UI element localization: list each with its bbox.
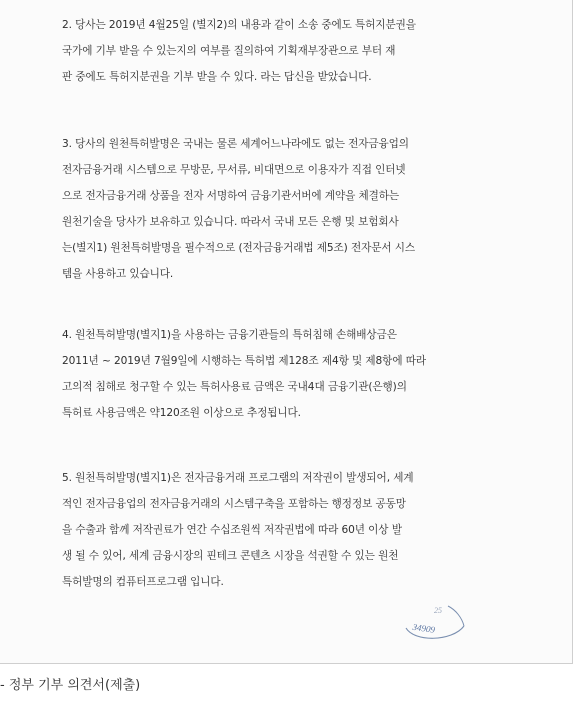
image-caption: - 정부 기부 의견서(제출) (0, 678, 141, 693)
paragraph-line: 특허료 사용금액은 약120조원 이상으로 추정됩니다. (62, 407, 301, 419)
paragraph-line: 는(별지1) 원천특허발명을 필수적으로 (전자금융거래법 제5조) 전자문서 시스 (62, 242, 416, 254)
stamp-top-mark: 25 (434, 606, 442, 615)
paragraph-line: 판 중에도 특허지분권을 기부 받을 수 있다. 라는 답신을 받았습니다. (62, 71, 372, 83)
paragraph-line: 적인 전자금융업의 전자금융거래의 시스템구축을 포함하는 행정정보 공동망 (62, 498, 406, 510)
paragraph-line: 2011년 ~ 2019년 7월9일에 시행하는 특허법 제128조 제4항 및 제8항에 따라 (62, 355, 426, 367)
paragraph-line: 전자금융거래 시스템으로 무방문, 무서류, 비대면으로 이용자가 직접 인터넷 (62, 164, 406, 176)
document-body (62, 0, 520, 664)
paragraph-line: 으로 전자금융거래 상품을 전자 서명하여 금융기관서버에 계약을 체결하는 (62, 190, 400, 202)
paragraph-line: 원천기술을 당사가 보유하고 있습니다. 따라서 국내 모든 은행 및 보험회사 (62, 216, 399, 228)
paragraph-line: 4. 원천특허발명(별지1)을 사용하는 금융기관들의 특허침해 손해배상금은 (62, 329, 397, 341)
stamp-curve (448, 606, 464, 626)
paragraph-line: 생 될 수 있어, 세계 금융시장의 핀테크 콘텐츠 시장을 석권할 수 있는 원천 (62, 550, 399, 562)
paragraph-line: 을 수출과 함께 저작권료가 연간 수십조원씩 저작권법에 따라 60년 이상 발 (62, 524, 402, 536)
paragraph-line: 고의적 침해로 청구할 수 있는 특허사용료 금액은 국내4대 금융기관(은행)의 (62, 381, 407, 393)
paragraph-2 (62, 12, 520, 90)
paragraph-line: 템을 사용하고 있습니다. (62, 268, 174, 280)
paragraph-line: 특허발명의 컴퓨터프로그램 입니다. (62, 576, 224, 588)
paragraph-4 (62, 322, 520, 426)
paragraph-line: 3. 당사의 원천특허발명은 국내는 물론 세계어느나라에도 없는 전자금융업의 (62, 138, 409, 150)
paragraph-line: 국가에 기부 받을 수 있는지의 여부를 질의하여 기획재부장관으로 부터 재 (62, 45, 396, 57)
paragraph-5 (62, 465, 520, 595)
paragraph-line: 5. 원천특허발명(별지1)은 전자금융거래 프로그램의 저작권이 발생되어, 세계 (62, 472, 414, 484)
paragraph-line: 2. 당사는 2019년 4월25일 (별지2)의 내용과 같이 소송 중에도 특허지분권을 (62, 19, 416, 31)
page-number-stamp (400, 598, 470, 642)
stamp-number: 34909 (411, 621, 436, 635)
paragraph-3 (62, 131, 520, 287)
